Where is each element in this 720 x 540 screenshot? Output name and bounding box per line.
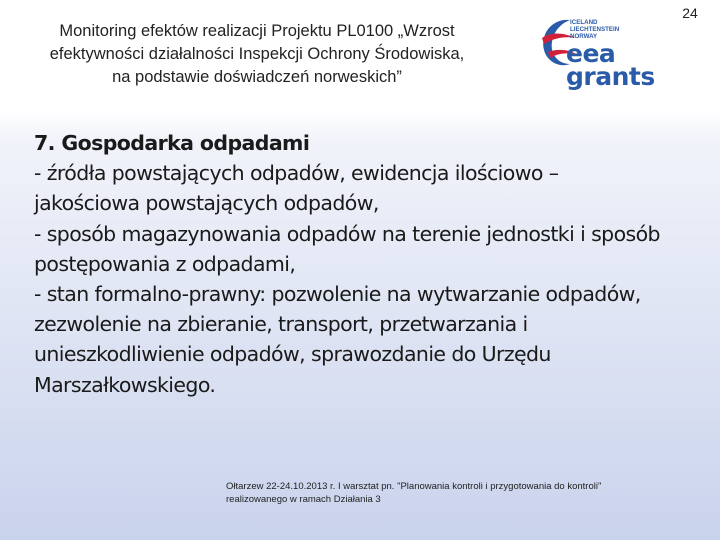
footer-line: Ołtarzew 22-24.10.2013 r. I warsztat pn. "Planowania kontroli i przygotowania do kontroli" xyxy=(226,481,602,492)
slide-footer xyxy=(226,480,696,506)
content-heading: 7. Gospodarka odpadami xyxy=(34,131,310,155)
footer-line: realizowanego w ramach Działania 3 xyxy=(226,494,381,505)
content-line: zezwolenie na zbieranie, transport, przetwarzania i xyxy=(34,312,528,337)
content-line: unieszkodliwienie odpadów, sprawozdanie do Urzędu xyxy=(34,342,551,367)
content-line: Marszałkowskiego. xyxy=(34,372,216,397)
slide-header-title xyxy=(14,20,500,89)
logo-country-1: ICELAND xyxy=(570,19,598,26)
content-line: - źródła powstających odpadów, ewidencja ilościowo – xyxy=(34,161,559,186)
eea-grants-logo xyxy=(536,12,696,90)
content-line: - stan formalno-prawny: pozwolenie na wytwarzanie odpadów, xyxy=(34,282,641,307)
logo-country-2: LIECHTENSTEIN xyxy=(570,26,620,33)
header-title-line: na podstawie doświadczeń norweskich” xyxy=(112,68,402,86)
header-title-line: efektywności działalności Inspekcji Ochrony Środowiska, xyxy=(49,45,465,63)
content-line: - sposób magazynowania odpadów na terenie jednostki i sposób xyxy=(34,221,660,246)
content-line: postępowania z odpadami, xyxy=(34,251,296,276)
logo-country-3: NORWAY xyxy=(570,33,598,40)
logo-word-grants: grants xyxy=(566,62,655,90)
logo-word-eea: eea xyxy=(566,39,616,68)
content-line: jakościowa powstających odpadów, xyxy=(34,191,379,216)
header-title-line: Monitoring efektów realizacji Projektu PL0100 „Wzrost xyxy=(59,22,455,40)
slide-content xyxy=(34,128,720,400)
slide-number: 24 xyxy=(682,5,698,21)
